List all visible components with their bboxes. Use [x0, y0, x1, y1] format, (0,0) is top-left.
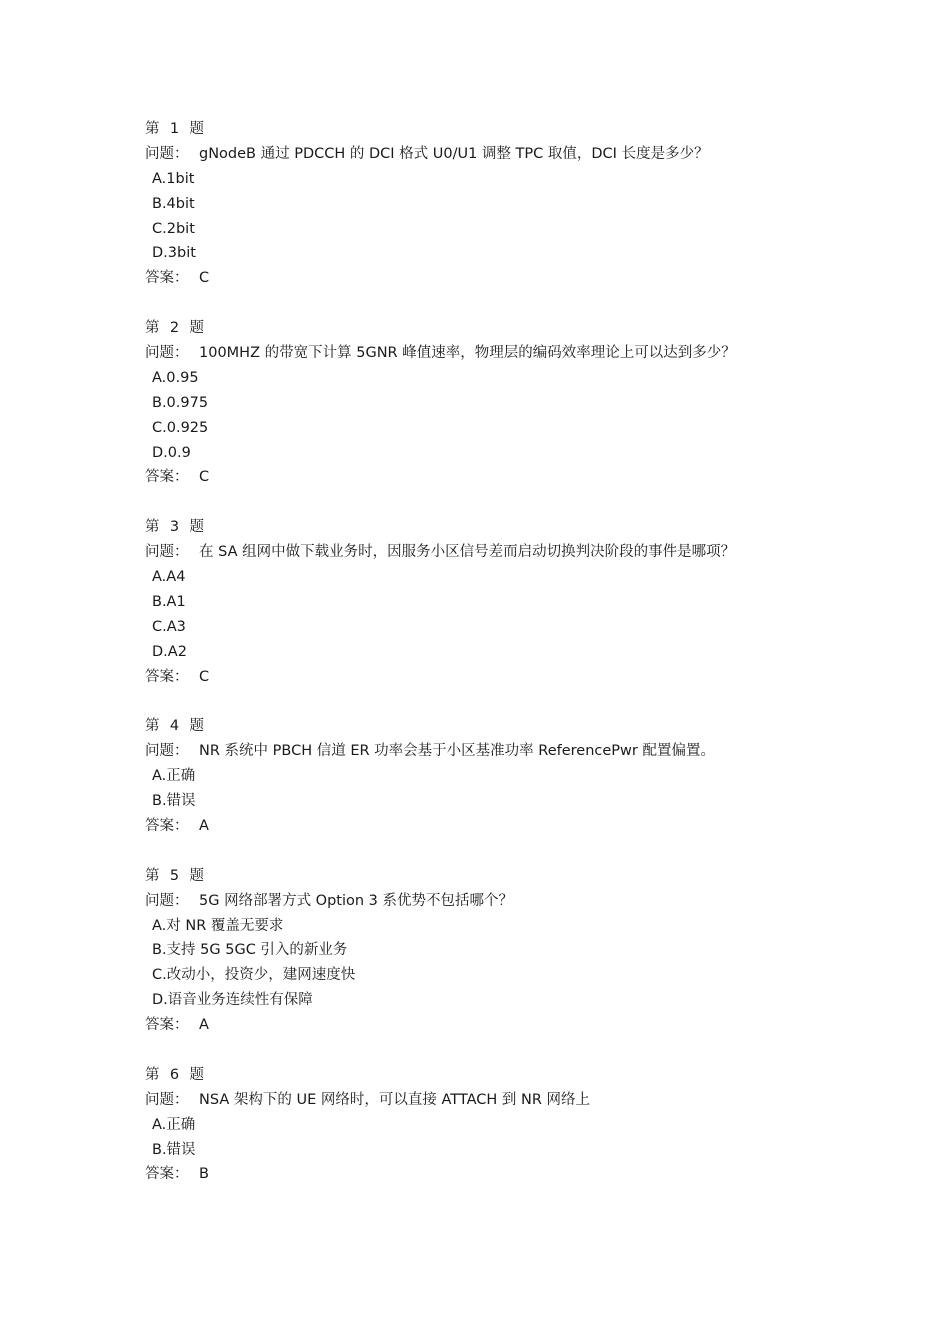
question-line — [145, 739, 845, 764]
number-prefix: 第 — [145, 320, 160, 337]
question-line — [145, 540, 845, 565]
option-item: B.错误 — [152, 793, 196, 810]
number-prefix: 第 — [145, 121, 160, 137]
answer-line — [145, 465, 845, 490]
answer-label: 答案： — [145, 270, 189, 287]
question-number: 5 — [169, 867, 180, 884]
option-item: B.错误 — [152, 1141, 196, 1158]
answer-value: C — [199, 270, 210, 287]
option-item: A.A4 — [152, 569, 186, 586]
question-text: gNodeB 通过 PDCCH 的 DCI 格式 U0/U1 调整 TPC 取值，DCI 长度是多少？ — [199, 145, 709, 162]
question-line — [145, 341, 845, 366]
option-item: B.0.975 — [152, 394, 209, 411]
question-line — [145, 142, 845, 167]
question-label: 问题： — [145, 1091, 189, 1108]
option-item: B.支持 5G 5GC 引入的新业务 — [152, 942, 348, 959]
question-number: 2 — [169, 320, 180, 337]
option-item: B.4bit — [152, 195, 195, 212]
number-prefix: 第 — [145, 519, 160, 536]
question-label: 问题： — [145, 892, 189, 909]
question-text: 100MHZ 的带宽下计算 5GNR 峰值速率，物理层的编码效率理论上可以达到多少？ — [199, 345, 736, 362]
question-number: 3 — [169, 519, 180, 536]
question-line — [145, 1088, 845, 1113]
answer-label: 答案： — [145, 1166, 189, 1183]
answer-value: A — [199, 1017, 209, 1034]
question-document — [145, 117, 845, 1212]
question-label: 问题： — [145, 145, 189, 162]
question-label: 问题： — [145, 743, 189, 760]
answer-value: C — [199, 469, 210, 486]
question-text: NSA 架构下的 UE 网络时，可以直接 ATTACH 到 NR 网络上 — [199, 1091, 591, 1108]
number-suffix: 题 — [189, 121, 204, 137]
question-text: 5G 网络部署方式 Option 3 系优势不包括哪个？ — [199, 892, 514, 909]
option-item: D.A2 — [152, 643, 187, 660]
question-number-line — [145, 117, 845, 142]
question-block — [145, 864, 845, 1038]
question-number-line — [145, 714, 845, 739]
answer-line — [145, 1162, 845, 1187]
question-number-line — [145, 1063, 845, 1088]
question-number: 6 — [169, 1066, 180, 1083]
option-item: C.2bit — [152, 220, 195, 237]
answer-label: 答案： — [145, 1017, 189, 1034]
question-block — [145, 1063, 845, 1187]
number-suffix: 题 — [189, 867, 204, 884]
question-block — [145, 117, 845, 291]
option-item: D.0.9 — [152, 444, 191, 461]
question-number-line — [145, 864, 845, 889]
number-suffix: 题 — [189, 718, 204, 735]
option-item: D.3bit — [152, 245, 196, 262]
answer-line — [145, 665, 845, 690]
number-prefix: 第 — [145, 1066, 160, 1083]
option-item: A.0.95 — [152, 369, 199, 386]
question-text: 在 SA 组网中做下载业务时，因服务小区信号差而启动切换判决阶段的事件是哪项？ — [199, 544, 736, 561]
question-label: 问题： — [145, 345, 189, 362]
question-block — [145, 515, 845, 689]
answer-value: C — [199, 668, 210, 685]
question-block — [145, 714, 845, 838]
option-item: D.语音业务连续性有保障 — [152, 992, 313, 1009]
question-number: 1 — [169, 121, 180, 137]
answer-value: A — [199, 817, 209, 834]
option-item: C.改动小，投资少，建网速度快 — [152, 967, 356, 984]
number-prefix: 第 — [145, 867, 160, 884]
number-prefix: 第 — [145, 718, 160, 735]
option-item: C.0.925 — [152, 419, 209, 436]
answer-label: 答案： — [145, 668, 189, 685]
number-suffix: 题 — [189, 1066, 204, 1083]
question-text: NR 系统中 PBCH 信道 ER 功率会基于小区基准功率 ReferencePwr 配置偏置。 — [199, 743, 715, 760]
question-block — [145, 316, 845, 490]
question-number: 4 — [169, 718, 180, 735]
option-item: B.A1 — [152, 593, 186, 610]
question-label: 问题： — [145, 544, 189, 561]
question-number-line — [145, 316, 845, 341]
option-item: C.A3 — [152, 618, 186, 635]
answer-line — [145, 266, 845, 291]
number-suffix: 题 — [189, 320, 204, 337]
option-item: A.对 NR 覆盖无要求 — [152, 917, 284, 934]
answer-label: 答案： — [145, 817, 189, 834]
number-suffix: 题 — [189, 519, 204, 536]
answer-line — [145, 1013, 845, 1038]
option-item: A.1bit — [152, 170, 195, 187]
answer-line — [145, 814, 845, 839]
option-item: A.正确 — [152, 768, 196, 785]
answer-label: 答案： — [145, 469, 189, 486]
answer-value: B — [199, 1166, 209, 1183]
option-item: A.正确 — [152, 1116, 196, 1133]
question-number-line — [145, 515, 845, 540]
question-line — [145, 889, 845, 914]
